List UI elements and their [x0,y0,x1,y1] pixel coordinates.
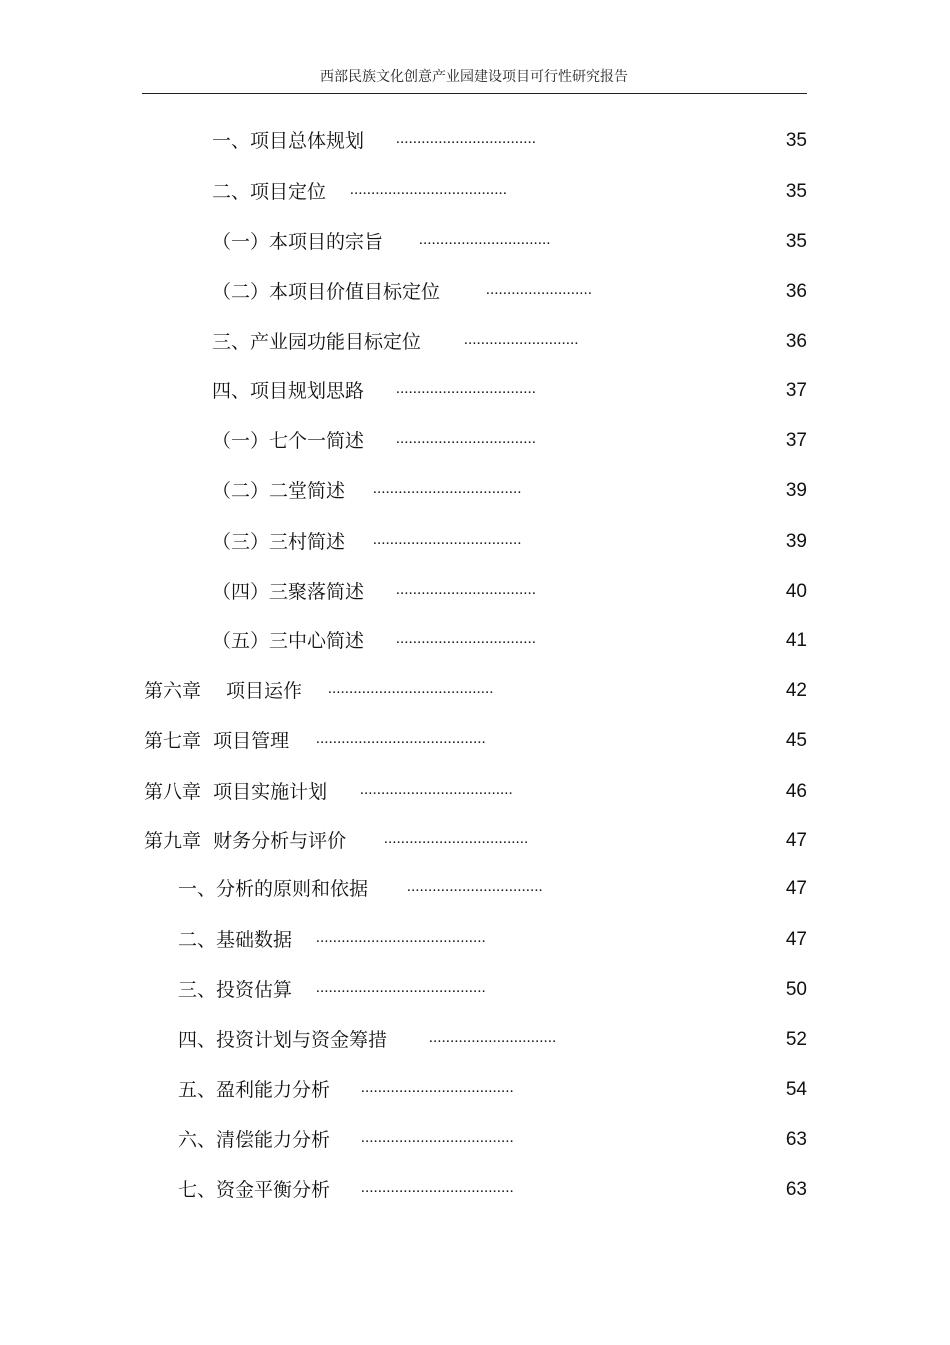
toc-leader: ......................... [486,282,593,298]
page-header: 西部民族文化创意产业园建设项目可行性研究报告 [320,69,628,85]
toc-page: 41 [785,630,807,651]
toc-entry[interactable] [144,676,807,706]
toc-title: 第六章 项目运作 [144,680,303,702]
toc-title: 六、清偿能力分析 [178,1129,331,1151]
toc-page: 52 [785,1029,807,1050]
toc-title: （一）本项目的宗旨 [212,231,384,253]
toc-page: 36 [785,331,807,352]
toc-entry[interactable] [212,626,807,656]
toc-entry[interactable] [212,426,807,456]
toc-title: 四、投资计划与资金筹措 [178,1029,388,1051]
toc-leader: ................................. [396,381,537,397]
toc-title: 一、项目总体规划 [212,130,365,152]
toc-title: 一、分析的原则和依据 [178,878,369,900]
toc-leader: ........................... [464,332,579,348]
toc-entry[interactable] [178,1125,807,1155]
toc-title: 三、投资估算 [178,979,293,1001]
toc-title: 四、项目规划思路 [212,380,365,402]
toc-leader: .............................. [429,1030,557,1046]
toc-leader: .................................... [361,1180,514,1196]
toc-page: 37 [785,430,807,451]
toc-leader: ........................................ [316,731,486,747]
toc-page: 45 [785,730,807,751]
toc-entry[interactable] [212,126,807,156]
toc-entry[interactable] [144,777,807,807]
toc-title: （四）三聚落简述 [212,581,365,603]
toc-entry[interactable] [178,1075,807,1105]
toc-entry[interactable] [212,476,807,506]
toc-title: （二）二堂简述 [212,480,346,502]
toc-page: 54 [785,1079,807,1100]
toc-leader: ................................. [396,631,537,647]
toc-leader: ................................ [407,879,543,895]
toc-entry[interactable] [178,975,807,1005]
toc-leader: ................................... [373,532,522,548]
toc-page: 35 [785,181,807,202]
toc-page: 63 [785,1129,807,1150]
toc-entry[interactable] [212,327,807,357]
toc-leader: ................................. [396,582,537,598]
toc-entry[interactable] [212,227,807,257]
toc-leader: ................................... [373,481,522,497]
toc-entry[interactable] [178,1175,807,1205]
toc-entry[interactable] [212,376,807,406]
toc-page: 36 [785,281,807,302]
toc-leader: .................................... [360,782,513,798]
toc-page: 39 [785,480,807,501]
toc-title: （二）本项目价值目标定位 [212,281,441,303]
toc-title: 第八章 项目实施计划 [144,781,328,803]
toc-title: （一）七个一简述 [212,430,365,452]
toc-leader: .................................... [361,1080,514,1096]
toc-entry[interactable] [178,925,807,955]
toc-page: 47 [785,830,807,851]
toc-entry[interactable] [212,177,807,207]
toc-title: 五、盈利能力分析 [178,1079,331,1101]
toc-page: 35 [785,231,807,252]
toc-entry[interactable] [144,826,807,856]
toc-leader: ........................................ [316,930,486,946]
toc-leader: ............................... [419,232,551,248]
toc-leader: .................................... [361,1130,514,1146]
toc-page: 40 [785,581,807,602]
toc-entry[interactable] [212,277,807,307]
toc-leader: ....................................... [328,681,494,697]
toc-title: 二、项目定位 [212,181,327,203]
toc-entry[interactable] [178,874,807,904]
toc-title: （三）三村简述 [212,531,346,553]
toc-page: 63 [785,1179,807,1200]
toc-page: 50 [785,979,807,1000]
toc-page: 46 [785,781,807,802]
toc-leader: .................................. [384,831,529,847]
toc-title: 第九章 财务分析与评价 [144,830,347,852]
toc-title: 三、产业园功能目标定位 [212,331,422,353]
toc-page: 35 [785,130,807,151]
toc-page: 47 [785,878,807,899]
toc-leader: ................................. [396,431,537,447]
toc-leader: ..................................... [350,182,508,198]
toc-page: 37 [785,380,807,401]
toc-title: 第七章 项目管理 [144,730,290,752]
toc-page: 39 [785,531,807,552]
toc-entry[interactable] [144,726,807,756]
toc-leader: ................................. [396,131,537,147]
toc-entry[interactable] [178,1025,807,1055]
toc-page: 47 [785,929,807,950]
toc-title: （五）三中心简述 [212,630,365,652]
toc-entry[interactable] [212,577,807,607]
toc-leader: ........................................ [316,980,486,996]
toc-title: 七、资金平衡分析 [178,1179,331,1201]
toc-page: 42 [785,680,807,701]
toc-entry[interactable] [212,527,807,557]
toc-title: 二、基础数据 [178,929,293,951]
